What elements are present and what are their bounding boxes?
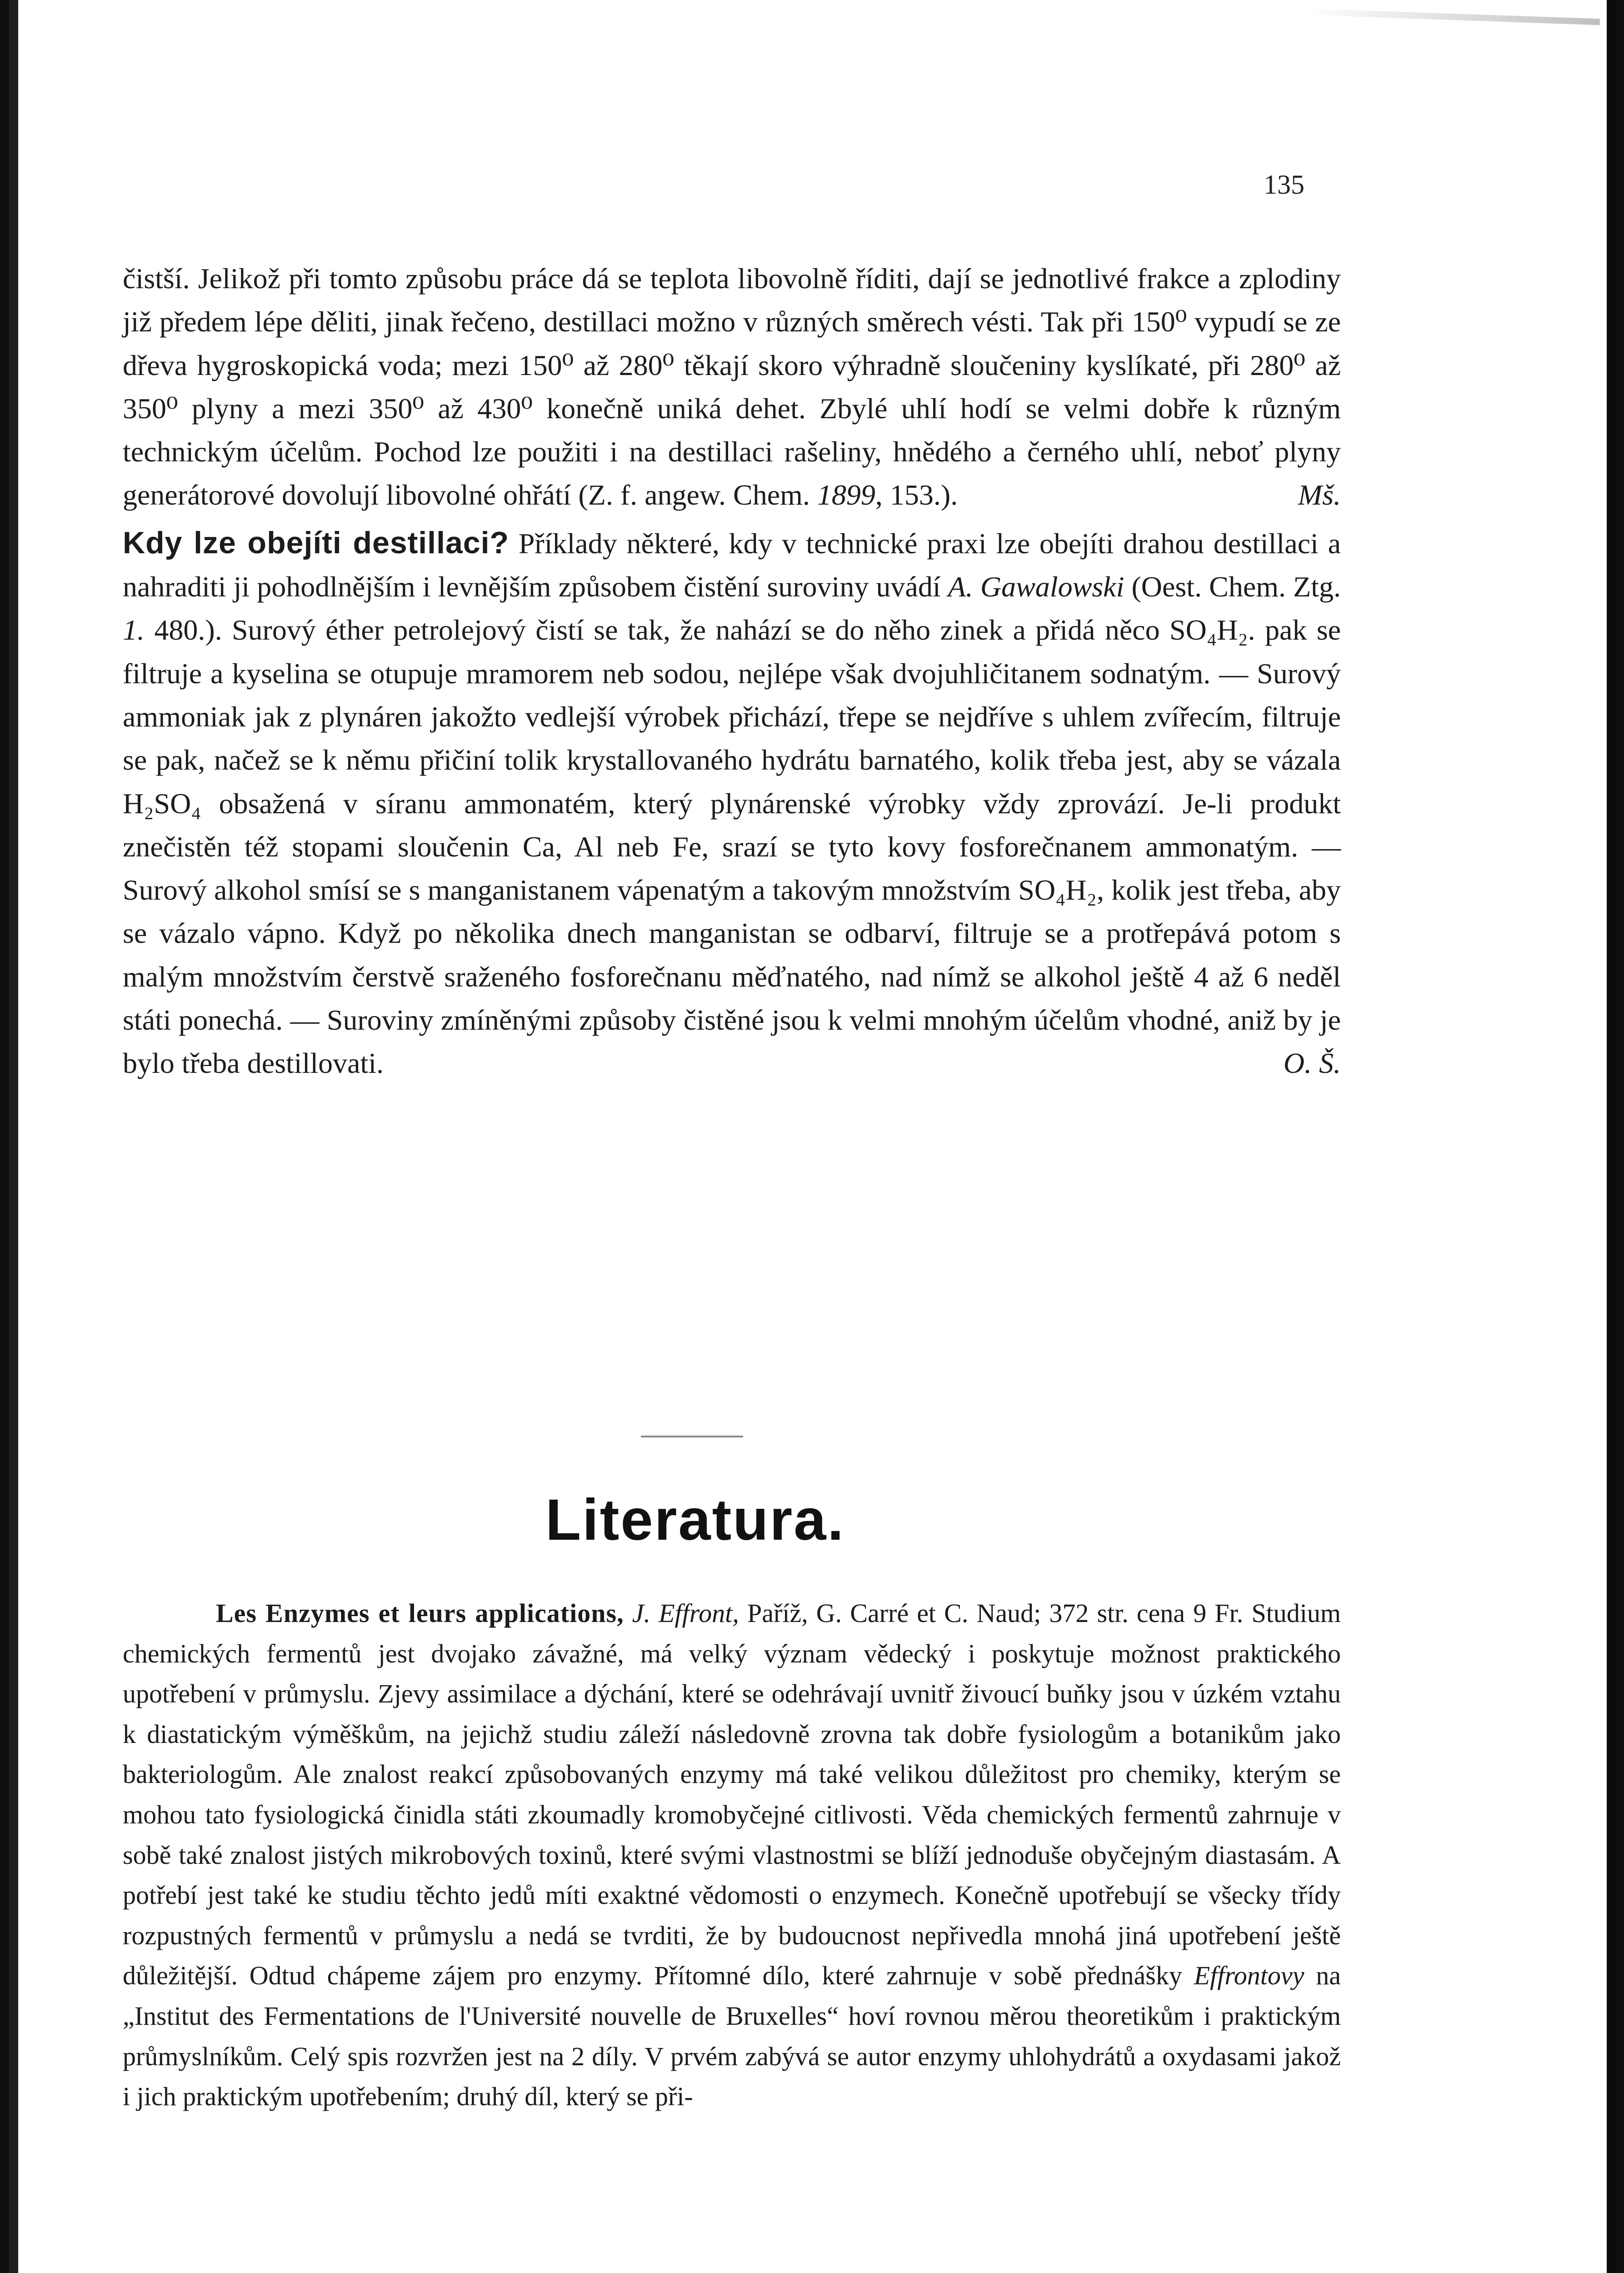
citation-year: 1899 bbox=[817, 479, 875, 511]
section-heading: Kdy lze obejíti destillaci? bbox=[123, 525, 510, 560]
author-name: A. Gawalowski bbox=[948, 571, 1124, 603]
paragraph-text: 480.). Surový éther petrolejový čistí se tak, že nahází se do něho zinek a přidá něco SO₄H₂. pak se filtruje a kyselina se otupuje mramorem neb sodou, nejlépe však dvojuhličitanem sodnatým. — Surový ammoniak jak z plynáren jakožto vedlejší výrobek přichází, třepe se nejdříve s uhlem zvířecím, filtruje se pak, načež se k němu přičiní tolik krystallovaného hydrátu barnatého, kolik třeba jest, aby se vázala H₂SO₄ obsažená v síranu ammonatém, který plynárenské výrobky vždy zprovází. Je-li produkt znečistěn též stopami sloučenin Ca, Al neb Fe, srazí se tyto kovy fosforečnanem ammonatým. — Surový alkohol smísí se s manganistanem vápenatým a takovým množstvím SO₄H₂, kolik jest třeba, aby se vázalo vápno. Když po několika dnech manganistan se odbarví, filtruje se a protřepává potom s malým množstvím čerstvě sraženého fosforečnanu měďnatého, nad nímž se alkohol ještě 4 až 6 neděl státi ponechá. — Suroviny zmíněnými způsoby čistěné jsou k velmi mnohým účelům vhodné, aniž by je bylo třeba destillovati. bbox=[123, 614, 1341, 1080]
paragraph-avoid-distillation bbox=[123, 521, 1341, 1085]
issue-number: 1. bbox=[123, 614, 145, 646]
review-text: Studium chemických fermentů jest dvojako závažné, má velký význam vědecký i poskytuje možnost praktického upotřebení v průmyslu. Zjevy assimilace a dýchání, které se odehrávají uvnitř živoucí buňky jsou v úzkém vztahu k diastatickým výměškům, na jejichž studiu záleží následovně zrovna tak dobře fysiologům a botanikům jako bakteriologům. Ale znalost reakcí způsobovaných enzymy má také velikou důležitost pro chemiky, kterým se mohou tato fysiologická činidla státi zkoumadly kromobyčejné citlivosti. Věda chemických fermentů zahrnuje v sobě také znalost jistých mikrobových toxinů, které svými vlastnostmi se blíží jednoduše obyčejným diastasám. A potřebí jest také ke studiu těchto jedů míti exaktné vědomosti o enzymech. Konečně upotřebují se všecky třídy rozpustných fermentů v průmyslu a nedá se tvrditi, že by budoucnost nepřivedla mnohá jiná upotřebení ještě důležitější. Odtud chápeme zájem pro enzymy. Přítomné dílo, které zahrnuje v sobě přednášky bbox=[123, 1598, 1341, 1991]
review-paragraph bbox=[123, 1593, 1341, 2117]
book-author: J. Effront, bbox=[632, 1598, 739, 1628]
main-text bbox=[123, 257, 1341, 1085]
paragraph-text: čistší. Jelikož při tomto způsobu práce dá se teplota libovolně říditi, dají se jednotlivé frakce a zplodiny již předem lépe děliti, jinak řečeno, destillaci možno v různých směrech vésti. Tak při 150⁰ vypudí se ze dřeva hygroskopická voda; mezi 150⁰ až 280⁰ těkají skoro výhradně sloučeniny kyslíkaté, při 280⁰ až 350⁰ plyny a mezi 350⁰ až 430⁰ konečně uniká dehet. Zbylé uhlí hodí se velmi dobře k různým technickým účelům. Pochod lze použiti i na destillaci rašeliny, hnědého a černého uhlí, neboť plyny generátorové dovolují libovolné ohřátí (Z. f. angew. Chem. bbox=[123, 262, 1341, 511]
paragraph-text: (Oest. Chem. Ztg. bbox=[1131, 571, 1341, 603]
citation-rest: , 153.). bbox=[875, 479, 958, 511]
book-review bbox=[123, 1593, 1341, 2117]
review-text: na „Institut des Fermentations de l'Université nouvelle de Bruxelles“ hoví rovnou měrou theoretikům i praktickým průmyslníkům. Celý spis rozvržen jest na 2 díly. V prvém zabývá se autor enzymy uhlohydrátů a oxydasami jakož i jich praktickým upotřebením; druhý díl, který se při- bbox=[123, 1961, 1341, 2112]
paragraph-text: Příklady některé, kdy v technické praxi lze obejíti drahou destillaci a nahraditi ji pohodlnějším i levnějším způsobem čistění suroviny uvádí bbox=[123, 527, 1341, 603]
scan-edge-left bbox=[9, 0, 18, 2273]
publication-info: Paříž, G. Carré et C. Naud; 372 str. cena 9 Fr. bbox=[747, 1598, 1244, 1628]
lectures-author: Effrontovy bbox=[1194, 1961, 1304, 1991]
page bbox=[9, 0, 1616, 2273]
signature: O. Š. bbox=[1283, 1047, 1341, 1080]
literature-heading: Literatura. bbox=[545, 1487, 845, 1552]
page-number: 135 bbox=[1264, 170, 1304, 200]
book-title: Les Enzymes et leurs applications, bbox=[216, 1598, 624, 1628]
scan-smudge bbox=[1304, 9, 1600, 25]
paragraph-wood-distillation bbox=[123, 257, 1341, 517]
signature: Mš. bbox=[1298, 479, 1341, 511]
section-divider bbox=[641, 1436, 743, 1437]
scan-edge-right bbox=[1607, 0, 1616, 2273]
